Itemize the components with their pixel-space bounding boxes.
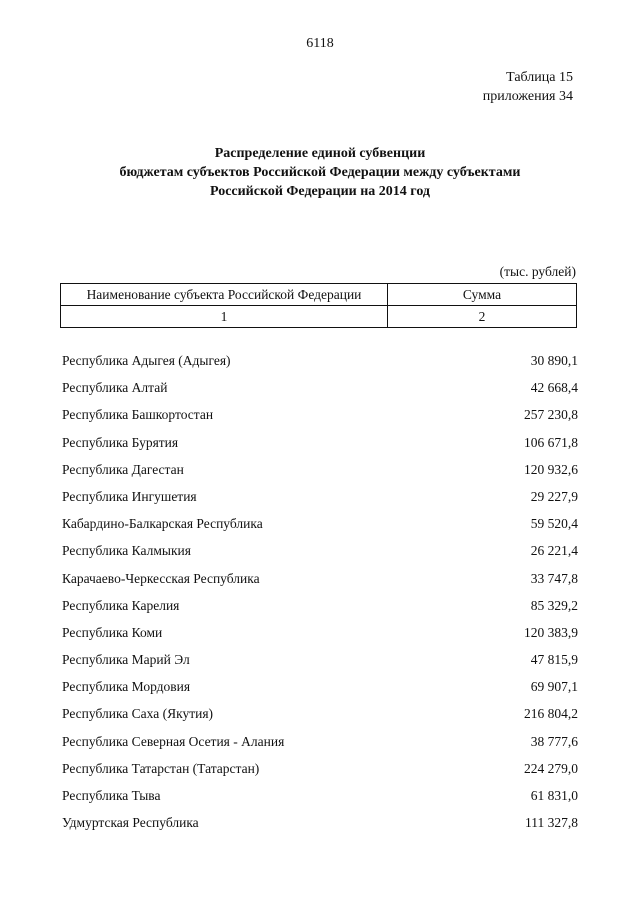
subject-name: Республика Башкортостан [62,407,214,423]
subject-amount: 47 815,9 [530,652,578,668]
subject-name: Кабардино-Балкарская Республика [62,516,263,532]
subject-amount: 42 668,4 [530,380,578,396]
subject-name: Республика Калмыкия [62,543,191,559]
subject-name: Республика Коми [62,624,163,640]
table-row [62,677,578,704]
subject-amount: 120 932,6 [524,461,578,477]
subject-amount: 26 221,4 [530,543,578,559]
subject-name: Республика Алтай [62,380,168,396]
table-row [62,378,578,405]
title-line-3: Российской Федерации на 2014 год [209,184,430,199]
subject-amount: 69 907,1 [530,679,578,695]
table-row [62,487,578,514]
table-row [62,433,578,460]
subject-amount: 106 671,8 [524,434,578,450]
table-row [62,650,578,677]
title-line-1: Распределение единой субвенции [214,146,426,161]
table-row [62,405,578,432]
subject-amount: 61 831,0 [530,788,578,803]
table-body [62,351,578,840]
subject-name: Республика Ингушетия [62,488,197,504]
table-row [62,759,578,786]
table-row [62,596,578,623]
title-line-2: бюджетам субъектов Российской Федерации между субъектами [119,165,521,180]
subject-amount: 257 230,8 [524,407,578,423]
subject-name: Республика Адыгея (Адыгея) [62,353,231,368]
table-row [62,623,578,650]
table-reference: Таблица 15 [506,70,573,85]
subject-name: Республика Тыва [62,788,161,803]
header-amount: Сумма [388,284,577,306]
subject-amount: 59 520,4 [530,516,578,532]
subject-name: Республика Карелия [62,597,180,613]
page-number: 6118 [306,36,334,51]
table-row [62,704,578,731]
subject-amount: 38 777,6 [530,733,578,749]
subject-name: Республика Северная Осетия - Алания [62,733,285,749]
table-row [62,460,578,487]
table-row [62,569,578,596]
header-col-number-1: 1 [61,306,388,328]
document-title [60,144,580,201]
table-row [62,813,578,840]
subject-amount: 216 804,2 [524,706,578,722]
subject-name: Республика Бурятия [62,434,179,450]
table-row [62,786,578,813]
subject-amount: 85 329,2 [530,597,578,613]
subject-name: Удмуртская Республика [62,815,199,831]
subject-name: Республика Марий Эл [62,652,190,668]
subject-name: Республика Дагестан [62,461,184,477]
header-subject: Наименование субъекта Российской Федерации [61,284,388,306]
subject-amount: 29 227,9 [530,488,578,504]
subject-amount: 111 327,8 [525,815,578,831]
subject-name: Республика Татарстан (Татарстан) [62,760,260,776]
subject-amount: 30 890,1 [530,353,578,368]
table-header [60,283,577,328]
table-row [62,732,578,759]
subject-amount: 224 279,0 [524,760,578,776]
subject-name: Карачаево-Черкесская Республика [62,570,260,586]
header-col-number-2: 2 [388,306,577,328]
subject-amount: 120 383,9 [524,624,578,640]
table-row [62,541,578,568]
subject-name: Республика Мордовия [62,679,191,695]
table-row [62,351,578,378]
subject-name: Республика Саха (Якутия) [62,706,214,722]
appendix-reference: приложения 34 [482,89,573,104]
subject-amount: 33 747,8 [530,570,578,586]
table-row [62,514,578,541]
units-label: (тыс. рублей) [499,264,576,279]
